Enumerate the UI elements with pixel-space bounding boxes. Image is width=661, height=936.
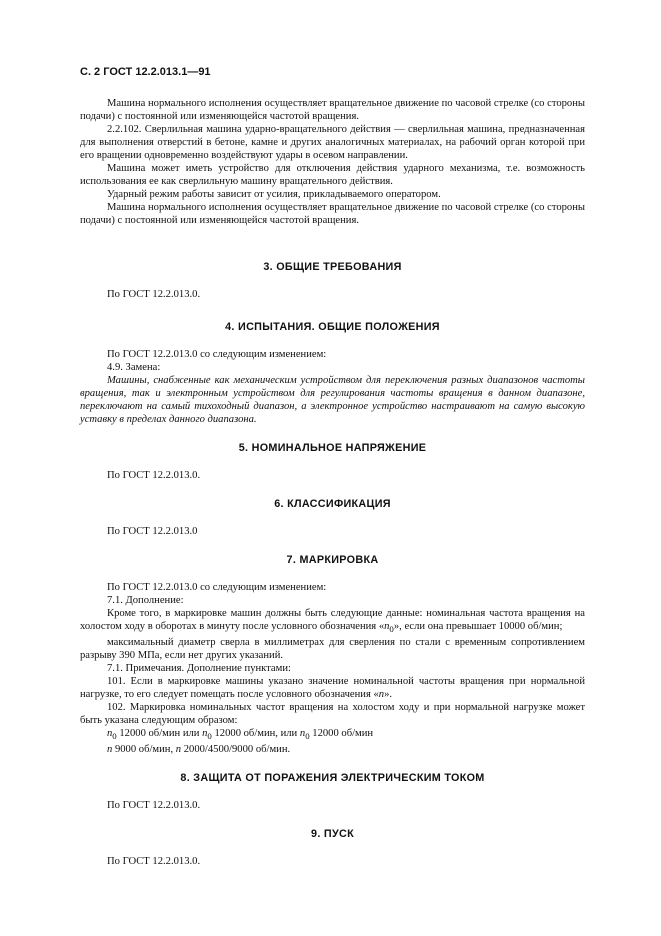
symbol-n: n bbox=[384, 621, 390, 632]
example-line-2 bbox=[80, 743, 585, 756]
paragraph: Машина нормального исполнения осуществляет вращательное движение по часовой стрелке (со стороны подачи) с постоянной или изменяющейся частотой вращения. bbox=[80, 202, 585, 226]
text-span: 101. Если в маркировке машины указано значение номинальной частоты вращения при нормальной нагрузке, то его следует помещать после условного обозначения « bbox=[80, 676, 585, 701]
paragraph bbox=[80, 607, 585, 636]
text-span: 12000 об/мин, или bbox=[214, 728, 298, 740]
paragraph: Ударный режим работы зависит от усилия, прикладываемого оператором. bbox=[107, 189, 441, 200]
section-title-3: 3. ОБЩИЕ ТРЕБОВАНИЯ bbox=[263, 261, 402, 273]
text-span: », если она превышает 10000 об/мин; bbox=[393, 621, 563, 632]
text-span: 12000 об/мин или bbox=[119, 728, 200, 740]
italic-paragraph: Машины, снабженные как механическим устройством для переключения разных диапазонов частоты вращения, так и электронным устройством для регулирования частоты вращения в данном диапазоне, переключают на самый тихоходный диапазон, а электронное устройство настраивают на самую высокую уставку в пределах данного диапазона. bbox=[80, 375, 585, 425]
text-span: Кроме того, в маркировке машин должны быть следующие данные: номинальная частота вращения на холостом ходу в оборотах в минуту после условного обозначения « bbox=[80, 608, 585, 632]
symbol-n: n bbox=[202, 728, 208, 740]
paragraph: 7.1. Примечания. Дополнение пунктами: bbox=[107, 663, 291, 675]
paragraph: Машина может иметь устройство для отключения действия ударного механизма, т.е. возможность использования ее как сверлильную машину вращательного действия. bbox=[80, 163, 585, 187]
subscript: 0 bbox=[389, 624, 394, 635]
paragraph: Машина нормального исполнения осуществляет вращательное движение по часовой стрелке (со стороны подачи) с постоянной или изменяющейся частотой вращения. bbox=[80, 98, 585, 122]
symbol-n: n bbox=[107, 744, 113, 756]
paragraph: По ГОСТ 12.2.013.0. bbox=[107, 800, 201, 812]
section-title-7: 7. МАРКИРОВКА bbox=[286, 554, 379, 566]
paragraph: максимальный диаметр сверла в миллиметрах для сверления по стали с временным сопротивлением разрыву 390 МПа, если нет других указаний. bbox=[80, 637, 585, 662]
section-title-5: 5. НОМИНАЛЬНОЕ НАПРЯЖЕНИЕ bbox=[238, 442, 427, 454]
section-title-8: 8. ЗАЩИТА ОТ ПОРАЖЕНИЯ ЭЛЕКТРИЧЕСКИМ ТОКОМ bbox=[180, 772, 485, 785]
text-span: ». bbox=[384, 689, 393, 701]
section-title-9: 9. ПУСК bbox=[311, 828, 354, 841]
paragraph: По ГОСТ 12.2.013.0 со следующим изменением: bbox=[107, 349, 327, 360]
subscript: 0 bbox=[207, 731, 212, 742]
subscript: 0 bbox=[112, 731, 117, 742]
text-span: 12000 об/мин bbox=[312, 728, 374, 740]
text-span: 2000/4500/9000 об/мин. bbox=[183, 744, 291, 756]
subscript: 0 bbox=[305, 731, 310, 742]
section-title-6: 6. КЛАССИФИКАЦИЯ bbox=[274, 498, 391, 510]
paragraph: 7.1. Дополнение: bbox=[107, 595, 184, 606]
section-title-4: 4. ИСПЫТАНИЯ. ОБЩИЕ ПОЛОЖЕНИЯ bbox=[225, 321, 440, 333]
document-page bbox=[80, 66, 585, 868]
symbol-n: n bbox=[175, 744, 182, 756]
paragraph: По ГОСТ 12.2.013.0. bbox=[107, 470, 201, 481]
paragraph bbox=[80, 675, 585, 701]
paragraph: 102. Маркировка номинальных частот вращения на холостом ходу и при нормальной нагрузке может быть указана следующим образом: bbox=[80, 702, 585, 727]
paragraph: 4.9. Замена: bbox=[107, 362, 161, 373]
page-header: С. 2 ГОСТ 12.2.013.1—91 bbox=[80, 66, 211, 78]
paragraph: По ГОСТ 12.2.013.0 bbox=[107, 526, 198, 537]
symbol-n: n bbox=[378, 689, 385, 701]
example-line-1 bbox=[80, 727, 585, 743]
paragraph: 2.2.102. Сверлильная машина ударно-вращательного действия — сверлильная машина, предназначенная для выполнения отверстий в бетоне, камне и других аналогичных материалах, на рабочий орган которой при его вращении одновременно воздействуют удары в осевом направлении. bbox=[80, 124, 585, 161]
text-span: 9000 об/мин, bbox=[114, 744, 174, 756]
symbol-n: n bbox=[107, 728, 113, 740]
paragraph: По ГОСТ 12.2.013.0. bbox=[107, 856, 201, 868]
symbol-n: n bbox=[299, 728, 306, 740]
paragraph: По ГОСТ 12.2.013.0. bbox=[107, 289, 201, 300]
paragraph: По ГОСТ 12.2.013.0 со следующим изменением: bbox=[107, 582, 327, 593]
